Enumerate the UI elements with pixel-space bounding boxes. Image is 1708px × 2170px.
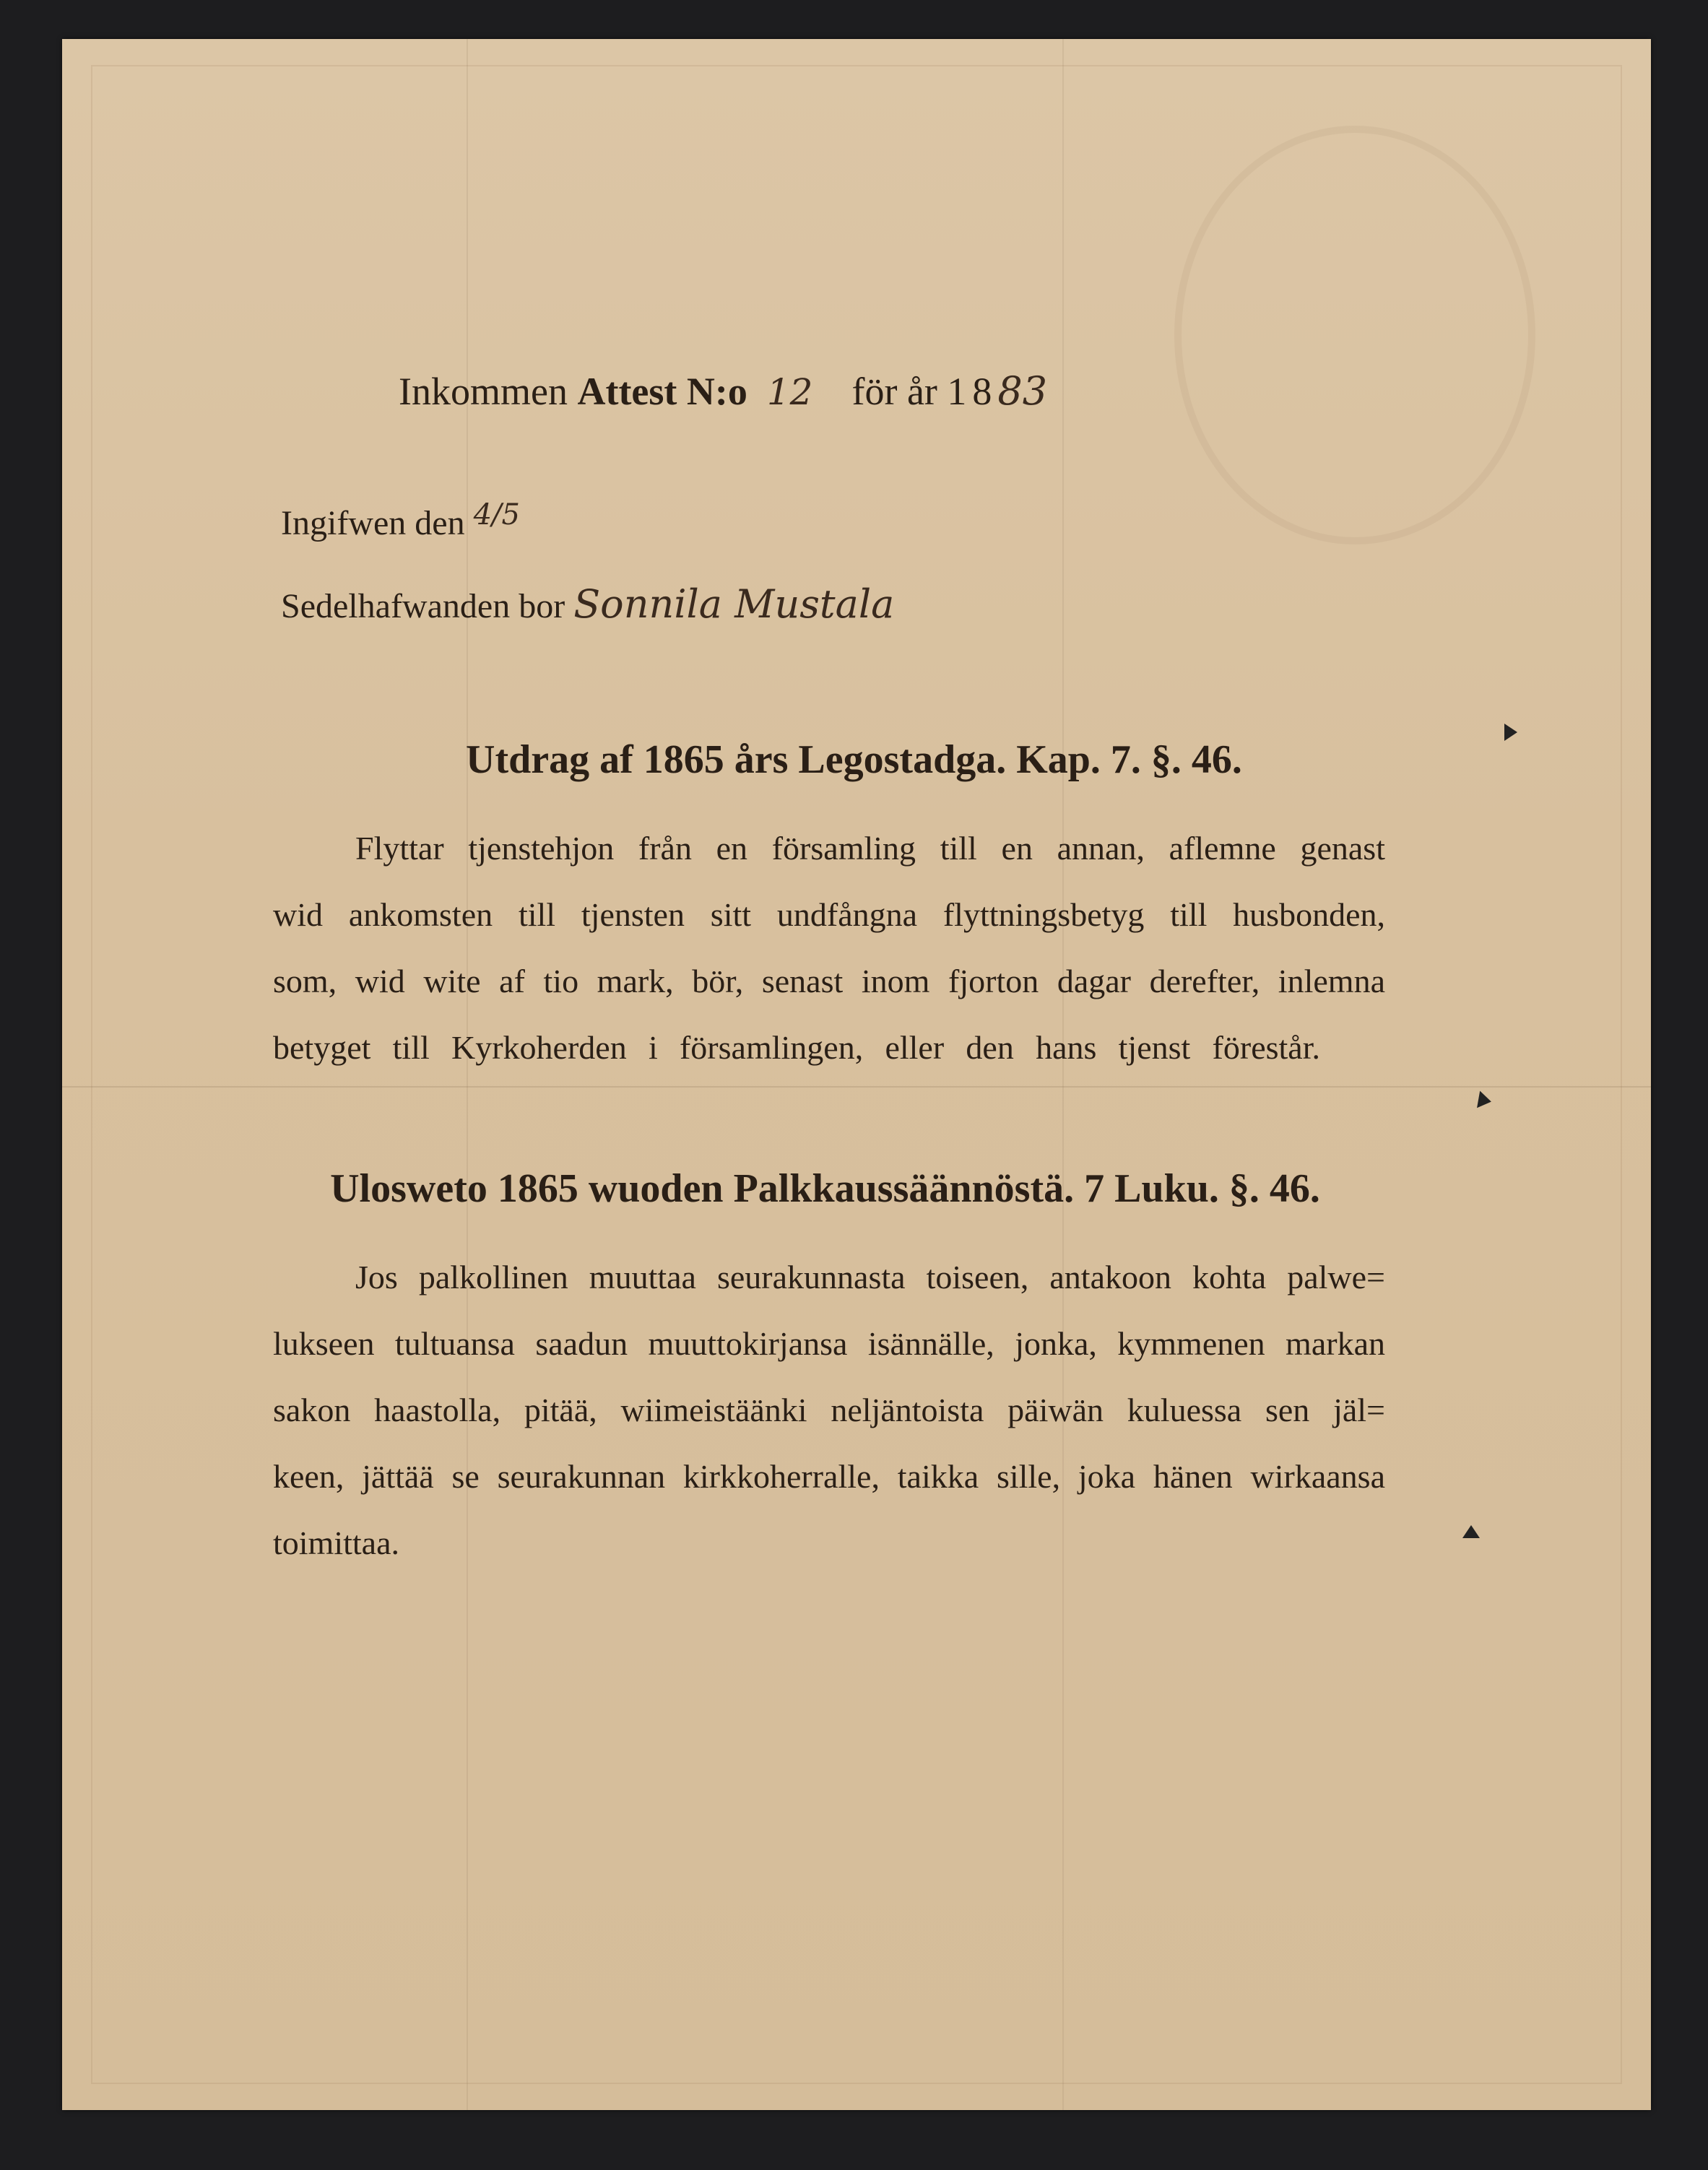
finnish-line: lukseen tultuansa saadun muuttokirjansa isännälle, jonka, kymmenen markan — [273, 1325, 1385, 1362]
year-handwritten: 83 — [997, 368, 1048, 414]
residence-row — [281, 581, 894, 627]
swedish-line: som, wid wite af tio mark, bör, senast inom fjorton dagar derefter, inlemna — [273, 963, 1385, 999]
finnish-line: sakon haastolla, pitää, wiimeistäänki neljäntoista päiwän kuluessa sen jäl= — [273, 1392, 1385, 1428]
swedish-line: Flyttar tjenstehjon från en församling till en annan, aflemne genast — [355, 830, 1385, 867]
attest-label: Attest N:o — [577, 370, 747, 413]
finnish-line: Jos palkollinen muuttaa seurakunnasta toiseen, antakoon kohta palwe= — [355, 1259, 1385, 1296]
submitted-row — [281, 498, 520, 543]
fold-line-horizontal — [62, 1086, 1651, 1088]
residence-label: Sedelhafwanden bor — [281, 587, 565, 625]
fold-line-vertical — [1062, 39, 1064, 2110]
swedish-heading: Utdrag af 1865 års Legostadga. Kap. 7. §. 46. — [466, 737, 1242, 782]
year-printed: 18 — [947, 370, 998, 413]
header-prefix: Inkommen — [399, 370, 568, 413]
document-sheet — [62, 39, 1651, 2110]
year-label: för år — [851, 370, 937, 413]
swedish-line: betyget till Kyrkoherden i församlingen, eller den hans tjenst förestår. — [273, 1029, 1320, 1066]
fold-line-vertical — [467, 39, 468, 2110]
submitted-label: Ingifwen den — [281, 504, 465, 542]
faint-stamp-watermark — [1174, 126, 1535, 544]
submitted-date: 4/5 — [473, 498, 520, 531]
finnish-line: keen, jättää se seurakunnan kirkkoherralle, taikka sille, joka hänen wirkaansa — [273, 1458, 1385, 1495]
finnish-heading: Ulosweto 1865 wuoden Palkkaussäännöstä. 7 Luku. §. 46. — [330, 1166, 1320, 1211]
finnish-line: toimittaa. — [273, 1524, 400, 1561]
attest-number: 12 — [766, 371, 813, 413]
residence-value: Sonnila Mustala — [573, 581, 895, 627]
hinge-mark — [1504, 724, 1517, 741]
attest-header — [399, 368, 1047, 414]
hinge-mark — [1462, 1525, 1480, 1538]
swedish-line: wid ankomsten till tjensten sitt undfångna flyttningsbetyg till husbonden, — [273, 896, 1385, 933]
